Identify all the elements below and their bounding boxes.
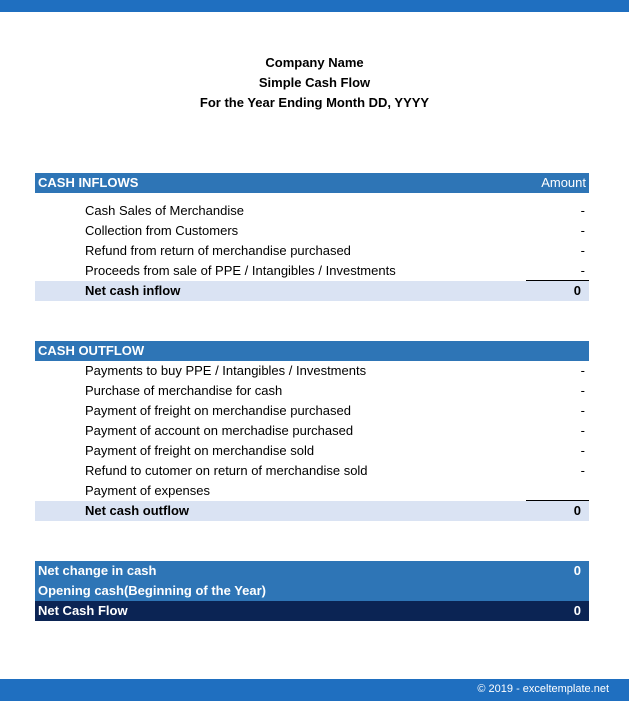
- amount-column-label: Amount: [541, 175, 586, 190]
- outflow-row: [35, 441, 589, 461]
- report-period: For the Year Ending Month DD, YYYY: [199, 95, 430, 110]
- inflows-heading: CASH INFLOWS: [38, 175, 139, 190]
- outflow-label: Payment of account on merchadise purchased: [85, 423, 354, 438]
- company-name: Company Name: [265, 55, 364, 70]
- top-accent-bar: [0, 0, 629, 12]
- inflow-label: Collection from Customers: [85, 223, 239, 238]
- outflow-value: -: [580, 423, 585, 438]
- net-cash-inflow-row: [35, 281, 589, 301]
- net-cash-outflow-label: Net cash outflow: [85, 503, 190, 518]
- inflow-row: [35, 241, 589, 261]
- outflow-label: Purchase of merchandise for cash: [85, 383, 283, 398]
- inflow-value: -: [580, 223, 585, 238]
- net-change-label: Net change in cash: [38, 563, 157, 578]
- inflow-label: Cash Sales of Merchandise: [85, 203, 244, 218]
- outflow-value: -: [580, 443, 585, 458]
- report-title: Simple Cash Flow: [258, 75, 371, 90]
- opening-cash-row: [35, 581, 589, 601]
- outflow-row: [35, 481, 589, 501]
- outflow-row: [35, 361, 589, 381]
- outflow-row: [35, 381, 589, 401]
- outflow-label: Payment of freight on merchandise purchased: [85, 403, 351, 418]
- inflow-row: [35, 201, 589, 221]
- outflow-label: Payment of freight on merchandise sold: [85, 443, 315, 458]
- outflow-label: Refund to cutomer on return of merchandise sold: [85, 463, 368, 478]
- net-cash-outflow-row: [35, 501, 589, 521]
- outflow-value: -: [580, 363, 585, 378]
- net-cash-flow-row: [35, 601, 589, 621]
- inflows-header: [35, 173, 589, 193]
- inflow-label: Proceeds from sale of PPE / Intangibles / Investments: [85, 263, 396, 278]
- outflow-value: -: [580, 383, 585, 398]
- outflow-row: [35, 461, 589, 481]
- net-cash-inflow-value: 0: [573, 283, 581, 298]
- opening-cash-label: Opening cash(Beginning of the Year): [38, 583, 267, 598]
- inflow-row: [35, 261, 589, 281]
- outflow-label: Payments to buy PPE / Intangibles / Investments: [85, 363, 367, 378]
- net-change-row: [35, 561, 589, 581]
- inflow-row: [35, 221, 589, 241]
- outflows-heading: CASH OUTFLOW: [38, 343, 145, 358]
- footer-credit: © 2019 - exceltemplate.net: [477, 683, 609, 695]
- inflow-label: Refund from return of merchandise purchased: [85, 243, 351, 258]
- net-cash-flow-value: 0: [573, 603, 581, 618]
- net-cash-outflow-value: 0: [573, 503, 581, 518]
- net-cash-flow-label: Net Cash Flow: [38, 603, 128, 618]
- outflow-row: [35, 401, 589, 421]
- outflows-header: [35, 341, 589, 361]
- outflow-value: -: [580, 403, 585, 418]
- inflow-value: -: [580, 203, 585, 218]
- inflow-value: -: [580, 263, 585, 278]
- outflow-row: [35, 421, 589, 441]
- outflow-label: Payment of expenses: [85, 483, 211, 498]
- outflow-value: -: [580, 463, 585, 478]
- net-cash-inflow-label: Net cash inflow: [85, 283, 181, 298]
- inflow-value: -: [580, 243, 585, 258]
- net-change-value: 0: [573, 563, 581, 578]
